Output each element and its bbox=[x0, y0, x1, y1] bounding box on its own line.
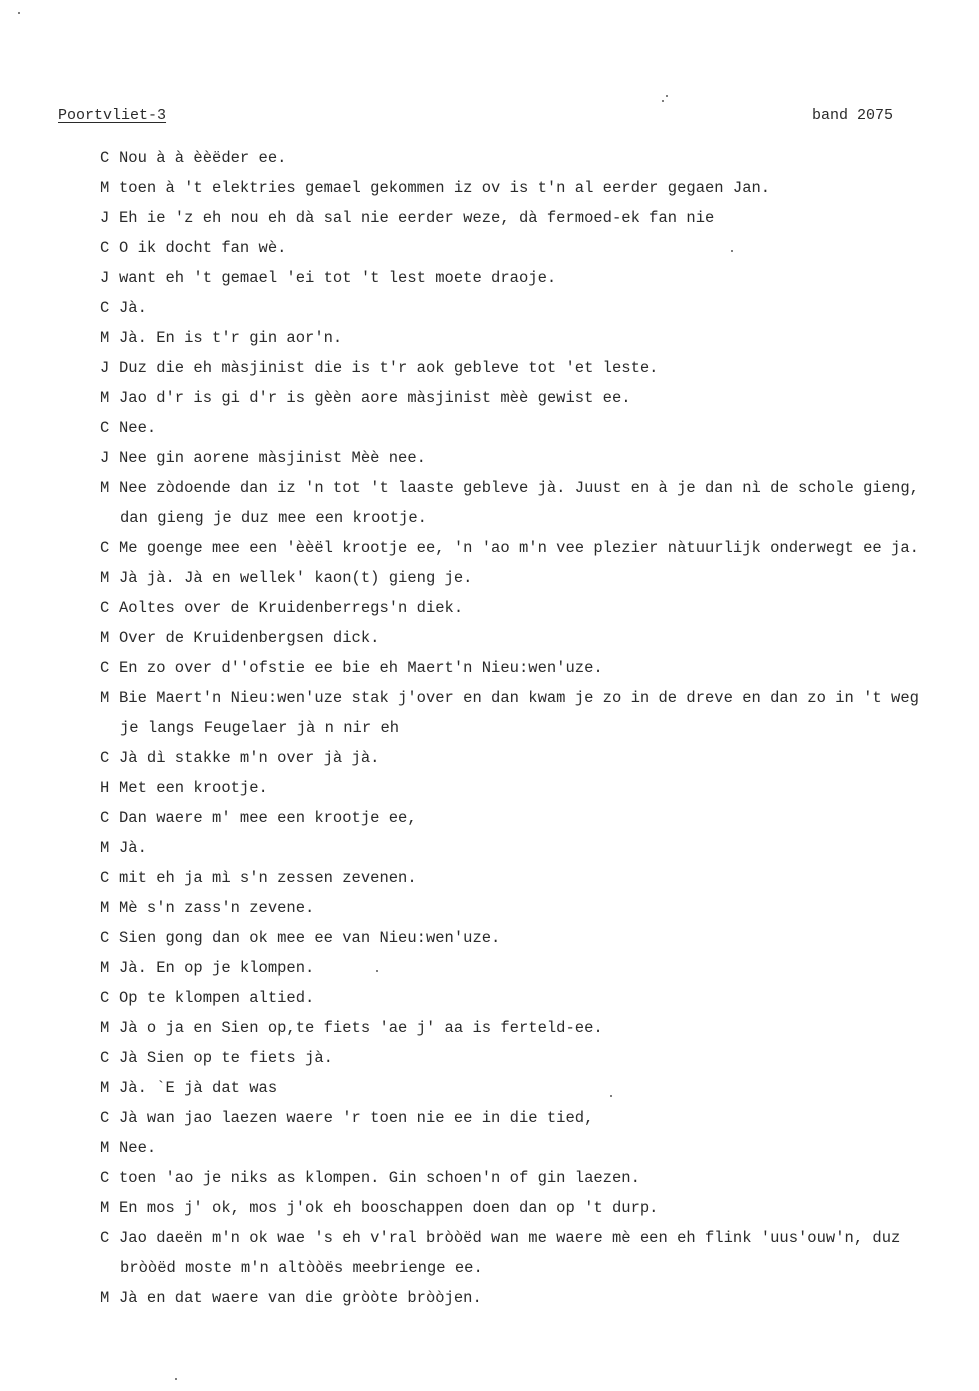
transcript-line bbox=[100, 597, 979, 627]
utterance-text: Jà Sien op te fiets jà. bbox=[119, 1049, 333, 1067]
transcript-line bbox=[100, 957, 979, 987]
page-header bbox=[58, 107, 893, 129]
speaker-initial: M bbox=[100, 569, 110, 587]
transcript-line bbox=[100, 1197, 979, 1227]
tape-number: band 2075 bbox=[811, 107, 893, 124]
transcript-line bbox=[100, 1107, 979, 1137]
utterance-text: Jao d'r is gi d'r is gèèn aore màsjinist mèè gewist ee. bbox=[119, 389, 631, 407]
speaker-initial: J bbox=[100, 269, 110, 287]
utterance-continuation: dan gieng je duz mee een krootje. bbox=[120, 509, 427, 527]
transcript-line bbox=[100, 747, 979, 777]
transcript-line bbox=[100, 207, 979, 237]
utterance-text: want eh 't gemael 'ei tot 't lest moete draoje. bbox=[119, 269, 557, 287]
utterance-text: Jà. bbox=[119, 299, 147, 317]
utterance-text: Dan waere m' mee een krootje ee, bbox=[119, 809, 417, 827]
utterance-text: Jà. En is t'r gin aor'n. bbox=[119, 329, 343, 347]
transcript-line bbox=[100, 357, 979, 387]
transcript-line bbox=[100, 927, 979, 957]
utterance-text: Eh ie 'z eh nou eh dà sal nie eerder weze, dà fermoed-ek fan nie bbox=[119, 209, 715, 227]
speaker-initial: M bbox=[100, 899, 110, 917]
speaker-initial: M bbox=[100, 629, 110, 647]
transcript-line bbox=[100, 447, 979, 477]
speaker-initial: C bbox=[100, 1109, 110, 1127]
scan-speck bbox=[610, 1095, 612, 1097]
transcript bbox=[100, 147, 979, 1317]
speaker-initial: C bbox=[100, 989, 110, 1007]
transcript-line bbox=[100, 1287, 979, 1317]
utterance-continuation: je langs Feugelaer jà n nir eh bbox=[120, 719, 400, 737]
speaker-initial: C bbox=[100, 539, 110, 557]
transcript-line bbox=[100, 297, 979, 327]
transcript-line bbox=[100, 867, 979, 897]
transcript-line bbox=[100, 1167, 979, 1197]
scan-speck bbox=[662, 100, 664, 102]
scan-speck bbox=[666, 95, 668, 97]
utterance-text: O ik docht fan wè. bbox=[119, 239, 287, 257]
speaker-initial: C bbox=[100, 1229, 110, 1247]
speaker-initial: J bbox=[100, 449, 110, 467]
utterance-text: Over de Kruidenbergsen dick. bbox=[119, 629, 380, 647]
speaker-initial: J bbox=[100, 209, 110, 227]
speaker-initial: M bbox=[100, 389, 110, 407]
utterance-text: Jà en dat waere van die gròòte bròòjen. bbox=[119, 1289, 482, 1307]
utterance-text: Mè s'n zass'n zevene. bbox=[119, 899, 315, 917]
utterance-text: Jà. `E jà dat was bbox=[119, 1079, 278, 1097]
speaker-initial: H bbox=[100, 779, 110, 797]
transcript-line bbox=[100, 807, 979, 837]
speaker-initial: M bbox=[100, 329, 110, 347]
transcript-line bbox=[100, 1227, 979, 1257]
speaker-initial: C bbox=[100, 929, 110, 947]
scan-speck bbox=[731, 250, 733, 252]
transcript-line bbox=[100, 387, 979, 417]
transcript-line bbox=[100, 147, 979, 177]
transcript-line bbox=[100, 987, 979, 1017]
utterance-text: Jà wan jao laezen waere 'r toen nie ee in die tied, bbox=[119, 1109, 594, 1127]
utterance-continuation: bròòëd moste m'n altòòës meebrienge ee. bbox=[120, 1259, 483, 1277]
transcript-line bbox=[100, 327, 979, 357]
transcript-line bbox=[100, 1137, 979, 1167]
utterance-text: En mos j' ok, mos j'ok eh booschappen doen dan op 't durp. bbox=[119, 1199, 659, 1217]
utterance-text: Bie Maert'n Nieu:wen'uze stak j'over en dan kwam je zo in de dreve en dan zo in 't weg bbox=[119, 689, 919, 707]
transcript-line bbox=[100, 777, 979, 807]
scan-speck bbox=[376, 970, 378, 972]
speaker-initial: M bbox=[100, 689, 110, 707]
utterance-text: toen à 't elektries gemael gekommen iz ov is t'n al eerder gegaen Jan. bbox=[119, 179, 771, 197]
document-title: Poortvliet-3 bbox=[58, 107, 167, 124]
utterance-text: Duz die eh màsjinist die is t'r aok gebleve tot 'et leste. bbox=[119, 359, 659, 377]
utterance-text: Jà o ja en Sien op,te fiets 'ae j' aa is ferteld-ee. bbox=[119, 1019, 603, 1037]
utterance-text: Jà. En op je klompen. bbox=[119, 959, 315, 977]
utterance-text: mit eh ja mì s'n zessen zevenen. bbox=[119, 869, 417, 887]
utterance-text: Me goenge mee een 'èèël krootje ee, 'n 'ao m'n vee plezier nàtuurlijk onderwegt ee ja. bbox=[119, 539, 919, 557]
utterance-text: Jao daeën m'n ok wae 's eh v'ral bròòëd wan me waere mè een eh flink 'uus'ouw'n, duz bbox=[119, 1229, 901, 1247]
utterance-text: En zo over d''ofstie ee bie eh Maert'n Nieu:wen'uze. bbox=[119, 659, 603, 677]
speaker-initial: C bbox=[100, 869, 110, 887]
transcript-line bbox=[100, 477, 979, 507]
utterance-text: Aoltes over de Kruidenberregs'n diek. bbox=[119, 599, 464, 617]
transcript-line bbox=[100, 837, 979, 867]
speaker-initial: C bbox=[100, 239, 110, 257]
speaker-initial: M bbox=[100, 959, 110, 977]
transcript-line bbox=[100, 267, 979, 297]
speaker-initial: M bbox=[100, 1079, 110, 1097]
speaker-initial: C bbox=[100, 809, 110, 827]
speaker-initial: M bbox=[100, 1289, 110, 1307]
transcript-line bbox=[100, 627, 979, 657]
utterance-text: Nee gin aorene màsjinist Mèè nee. bbox=[119, 449, 426, 467]
transcript-line bbox=[100, 657, 979, 687]
transcript-line bbox=[100, 567, 979, 597]
transcript-line bbox=[100, 1077, 979, 1107]
transcript-line bbox=[100, 1047, 979, 1077]
scan-speck bbox=[18, 12, 20, 14]
scan-speck bbox=[175, 1378, 177, 1380]
speaker-initial: M bbox=[100, 1019, 110, 1037]
speaker-initial: C bbox=[100, 149, 110, 167]
transcript-line bbox=[100, 537, 979, 567]
speaker-initial: C bbox=[100, 659, 110, 677]
speaker-initial: J bbox=[100, 359, 110, 377]
speaker-initial: M bbox=[100, 479, 110, 497]
transcript-line bbox=[100, 417, 979, 447]
utterance-text: Nee zòdoende dan iz 'n tot 't laaste gebleve jà. Juust en à je dan nì de schole gieng, bbox=[119, 479, 919, 497]
utterance-text: Jà. bbox=[119, 839, 147, 857]
transcript-line bbox=[100, 1017, 979, 1047]
utterance-text: Jà dì stakke m'n over jà jà. bbox=[119, 749, 380, 767]
utterance-text: Nou à à èèëder ee. bbox=[119, 149, 287, 167]
speaker-initial: C bbox=[100, 419, 110, 437]
speaker-initial: C bbox=[100, 1049, 110, 1067]
speaker-initial: C bbox=[100, 749, 110, 767]
transcript-line bbox=[100, 237, 979, 267]
speaker-initial: C bbox=[100, 599, 110, 617]
speaker-initial: M bbox=[100, 1199, 110, 1217]
speaker-initial: M bbox=[100, 839, 110, 857]
transcript-line bbox=[100, 897, 979, 927]
utterance-text: Jà jà. Jà en wellek' kaon(t) gieng je. bbox=[119, 569, 473, 587]
speaker-initial: C bbox=[100, 299, 110, 317]
utterance-text: Met een krootje. bbox=[119, 779, 268, 797]
transcript-line bbox=[100, 687, 979, 717]
speaker-initial: C bbox=[100, 1169, 110, 1187]
utterance-text: Sien gong dan ok mee ee van Nieu:wen'uze. bbox=[119, 929, 501, 947]
speaker-initial: M bbox=[100, 179, 110, 197]
transcript-line bbox=[100, 177, 979, 207]
utterance-text: Nee. bbox=[119, 419, 157, 437]
speaker-initial: M bbox=[100, 1139, 110, 1157]
utterance-text: toen 'ao je niks as klompen. Gin schoen'n of gin laezen. bbox=[119, 1169, 640, 1187]
utterance-text: Nee. bbox=[119, 1139, 157, 1157]
utterance-text: Op te klompen altied. bbox=[119, 989, 315, 1007]
